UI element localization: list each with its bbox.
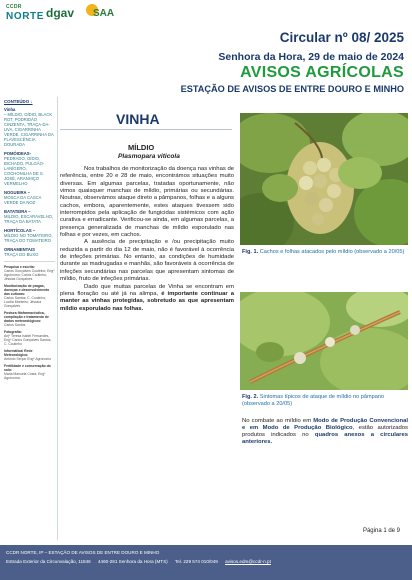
figure-2-text: Sintomas típicos de ataque de míldio no pâmpano (observado a 20/05) xyxy=(242,394,385,407)
station-name: ESTAÇÃO DE AVISOS DE ENTRE DOURO E MINHO xyxy=(180,84,404,94)
paragraph-1: Nos trabalhos de monitorização da doença nas vinhas de referência, entre 20 e 28 de maio, encontrámos situações muito diversas. Em algumas parcelas, tratadas oportunamente, não vimos quaisquer manchas de míldio, primárias ou secundárias. Noutras, observámos ataque direto a pâmpanos, folhas e a alguns cachos, embora, aparentemente, estes ataques tivessem sido interrompidos pela aplicação de fungicidas sistémicos com ação curativa e erradicante. Verificou-se ainda, em algumas parcelas, a presença generalizada de manchas de míldio esporulado nas folhas e por vezes, em cachos. xyxy=(60,166,234,239)
mildew-cluster-image xyxy=(240,113,408,245)
dgav-logo xyxy=(46,4,74,20)
sidebar-section[interactable] xyxy=(4,151,55,186)
figure-2-label: Fig. 2. xyxy=(242,394,259,400)
figure-2-caption xyxy=(242,394,408,407)
ccdr-logo-text: CCDR xyxy=(6,4,22,10)
sidebar-section-text: MÍLDIO, ESCARAVELHO, TRAÇA DA BATATA xyxy=(4,214,54,224)
credit-text: Anjº Teresa Isabel Fernandes, Engº Carlos Gonçalves Santos, C. Coutinho xyxy=(4,334,52,346)
saa-logo-text: SAA xyxy=(93,8,115,19)
sidebar-section-title: POMÓIDEAS- xyxy=(4,151,31,156)
contents-heading: CONTEÚDO ↓ xyxy=(4,99,33,104)
ccdr-norte-logo xyxy=(6,4,44,28)
sidebar-section[interactable] xyxy=(4,209,55,224)
contents-sidebar xyxy=(2,97,58,540)
footer-email-link[interactable]: avisos.edm@ccdr-n.pt xyxy=(225,559,271,564)
figure-1-text: Cachos e folhas atacados pelo míldio (observado a 20/05) xyxy=(259,249,405,255)
footer-phone: Tel. 229 574 010/049 xyxy=(174,559,218,564)
credit-title: Monitorização de pragas, doenças e desenvolvimento das culturas: xyxy=(4,284,50,296)
paragraph-3-text: Dado que muitas parcelas de Vinha se encontram em plena floração ou até já na alimpa, xyxy=(60,283,234,297)
footer-organization: CCDR NORTE, IP – ESTAÇÃO DE AVISOS DE ENTRE DOURO E MINHO xyxy=(6,550,160,555)
sidebar-section[interactable] xyxy=(4,190,55,205)
credit-title: Informática/ Rede Meteorológica: xyxy=(4,349,33,357)
figure-1-label: Fig. 1. xyxy=(242,249,259,255)
treatment-note xyxy=(242,418,408,446)
credit-title: Fertilidade e conservação do solo: xyxy=(4,364,51,372)
sidebar-section-title: HORTÍCOLAS – xyxy=(4,228,36,233)
norte-logo-text: NORTE xyxy=(6,11,44,22)
header-logos xyxy=(6,4,116,32)
sidebar-divider xyxy=(4,261,55,262)
credit-title: Postura fitofarmacêutica, compilação e tratamento de dados meteorológicos: xyxy=(4,311,49,323)
footer-contacts xyxy=(6,559,277,564)
section-subtitle: Plasmopara viticola xyxy=(118,153,180,160)
figure-1-caption xyxy=(242,249,408,256)
credit-text: Carlos Gonçalves Coutinho; Engº Agrónomo; Carlos Coutinho; Jéssica Gonçalves xyxy=(4,269,55,281)
page-footer xyxy=(0,545,412,580)
issue-date: Senhora da Hora, 29 de maio de 2024 xyxy=(218,51,404,63)
saa-logo xyxy=(86,4,116,30)
sidebar-section-text: PEDRADO, OÍDIO, BICHADO, PULGÃO-LANÍGERO, COCHONILHA DE S. JOSÉ, ARANHIÇO VERMELHO xyxy=(4,156,45,186)
credit-text: Carlos Santos; C. Coutinho; Lucília Monteiro; Jéssica Gonçalves xyxy=(4,296,47,308)
mildew-shoot-photo xyxy=(240,292,408,390)
document-title: AVISOS AGRÍCOLAS xyxy=(240,64,404,81)
production-modes: Modo de Produção Convencional e em Modo de Produção Biológico xyxy=(242,418,408,431)
sidebar-section[interactable] xyxy=(4,107,55,147)
paragraph-3 xyxy=(60,284,234,313)
section-title: MÍLDIO xyxy=(128,143,155,152)
crop-heading: VINHA xyxy=(116,111,160,127)
sidebar-section[interactable] xyxy=(4,228,55,243)
annex-tables-reference: quadros anexos a circulares anteriores. xyxy=(242,432,408,445)
sidebar-section-title: BATATEIRA – xyxy=(4,209,31,214)
dgav-logo-text: dgav xyxy=(46,6,75,20)
sidebar-section-title: ORNAMENTAIS xyxy=(4,247,35,252)
mildew-cluster-photo xyxy=(240,113,408,245)
sidebar-section-text: MÍLDIO NO TOMATEIRO, TRAÇA DO TOMATEIRO xyxy=(4,233,53,243)
treatment-note-text-2: , estão autorizados produtos indicados no xyxy=(242,425,408,438)
credit-text: Maria Manuela Costa; Engº Agrónoma xyxy=(4,372,46,380)
sidebar-section-title: NOGUEIRA – xyxy=(4,190,30,195)
paragraph-3-emphasis: é importante continuar a manter as vinhas protegidas, sobretudo as que apresentam míldio esporulado nas folhas. xyxy=(60,290,234,312)
footer-address: Estrada Exterior da Circunvalação, 11846 xyxy=(6,559,91,564)
credit-text: António Serpa; Engº Agrónomo xyxy=(4,357,52,361)
sidebar-section-text: – MÍLDIO, OÍDIO, BLACK ROT, PODRIDÃO CINZENTA, TRAÇA-DA-UVA, CIGARRINHA VERDE, CIGARRINHA DA FLAVESCÊNCIA DOURADA xyxy=(4,112,54,147)
article-body xyxy=(60,166,234,313)
circular-number: Circular nº 08/ 2025 xyxy=(279,30,404,45)
credit-title: Pesquisa e escrita: xyxy=(4,265,35,269)
sidebar-section-text: TRAÇA DO BUXO xyxy=(4,252,39,257)
sidebar-section[interactable] xyxy=(4,247,55,257)
paragraph-2: A ausência de precipitação e /ou precipitação muito reduzida a partir do dia 12 de maio, não é favorável à ocorrência de infeções primárias. No entanto, as condições de humidade durante as madrugadas e manhãs, são favoráveis à ocorrência de infeções secundárias nas parcelas que apresentam sintomas de míldio, fruto de infeções primárias. xyxy=(60,239,234,283)
sidebar-section-text: MOSCA DA CASCA VERDE DA NOZ xyxy=(4,195,42,205)
page-number: Página 1 de 9 xyxy=(362,528,400,534)
credit-text: Carlos Santos xyxy=(4,323,26,327)
mildew-shoot-image xyxy=(240,292,408,390)
footer-city: 4460-281 Senhora da Hora (MTS) xyxy=(97,559,168,564)
credit-title: Fotografia: xyxy=(4,330,22,334)
treatment-note-text-1: No combate ao míldio em xyxy=(242,418,314,424)
heading-divider xyxy=(60,129,232,130)
sidebar-section-title: Vinha xyxy=(4,107,16,112)
